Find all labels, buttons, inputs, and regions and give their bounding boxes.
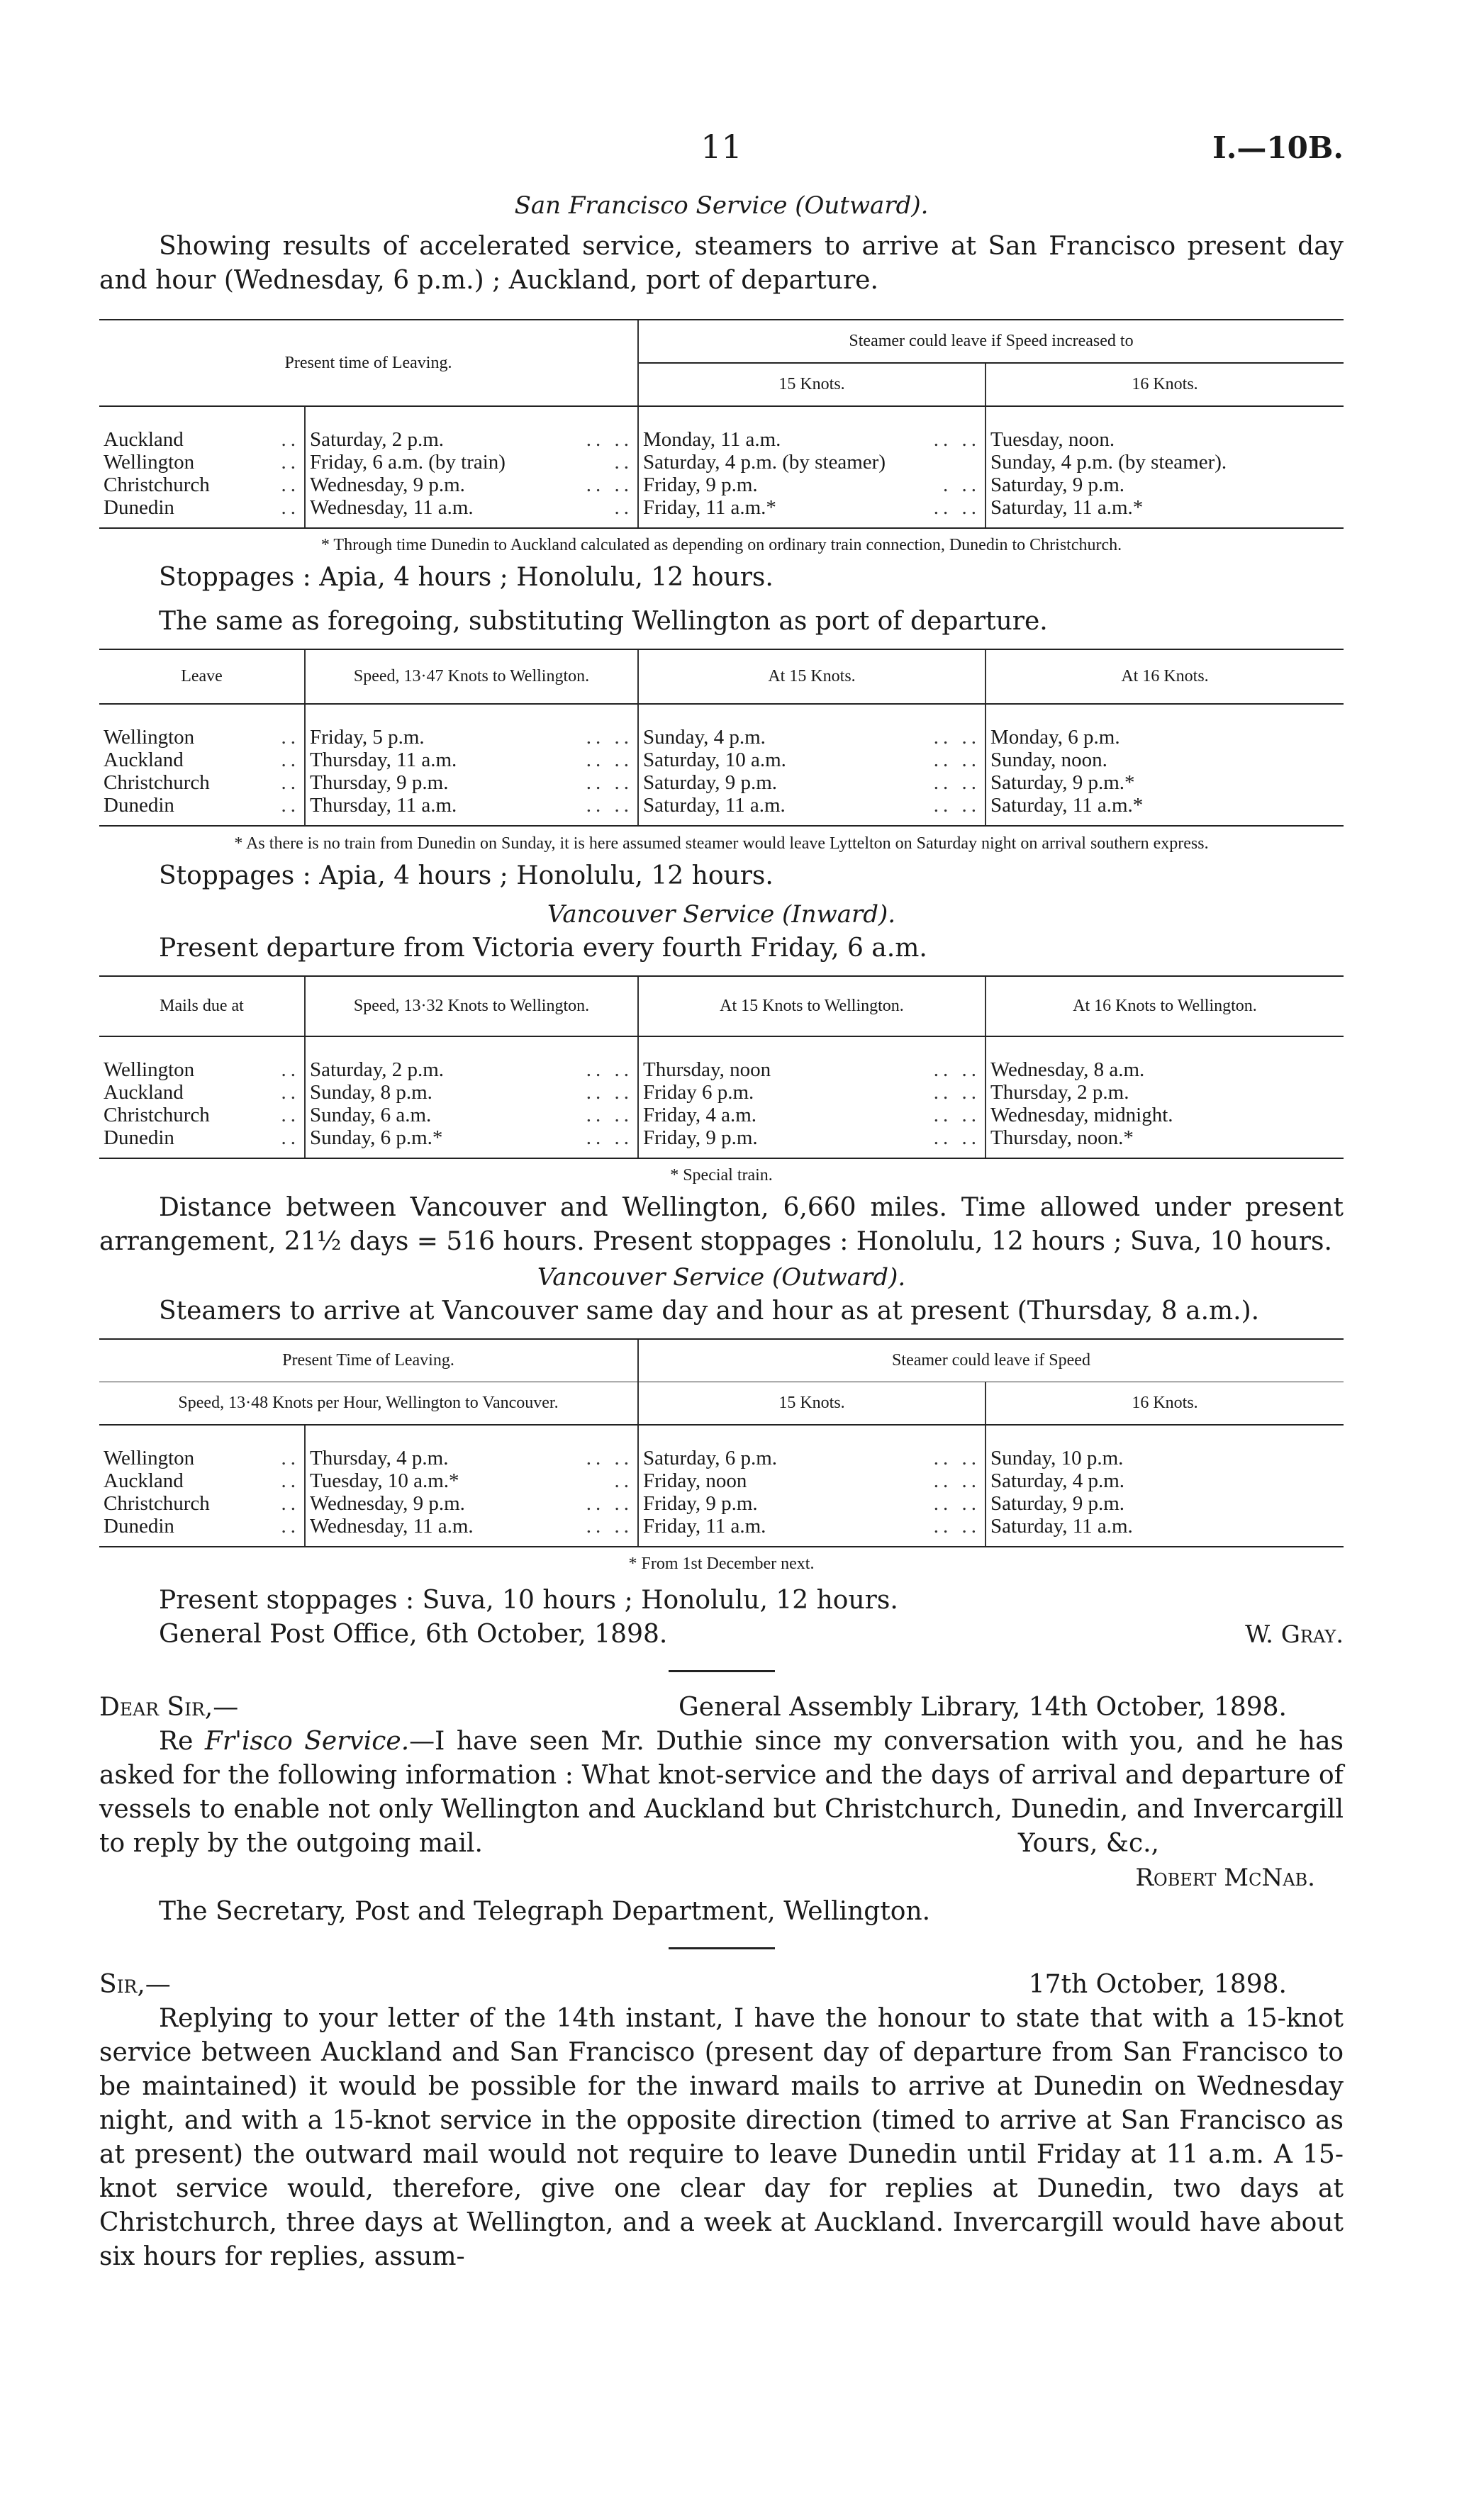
vc-outward-table — [99, 1338, 1344, 1547]
place: Dunedin — [104, 794, 174, 817]
table-row: Dunedin .. Wednesday, 11 a.m. .. .. Friday, 11 a.m. .. .. Saturday, 11 a.m. — [99, 1515, 1344, 1547]
place: Wellington — [104, 1058, 195, 1081]
letter1-place-date: General Assembly Library, 14th October, 1898. — [679, 1693, 1287, 1722]
time: Saturday, 10 a.m. — [643, 749, 786, 771]
time: Friday, 6 a.m. (by train) — [310, 451, 506, 474]
signature-gray: W. Gray. — [1245, 1620, 1344, 1649]
table-row: Wellington .. Saturday, 2 p.m. .. .. Thursday, noon .. .. Wednesday, 8 a.m. — [99, 1036, 1344, 1081]
letter1-text: —I have seen Mr. Duthie since my conversation with you, and he has asked for the following information : What knot-service and the days of arrival and departure of vessels to enable not only Wellington and Auckland but Christchurch, Dunedin, and Invercargill to reply by the outgoing mail. — [99, 1727, 1344, 1858]
vc-inward-distance: Distance between Vancouver and Wellington, 6,660 miles. Time allowed under present arrangement, 21½ days = 516 hours. Present stoppages : Honolulu, 12 hours ; Suva, 10 hours. — [99, 1193, 1344, 1256]
vc-inward-intro: Present departure from Victoria every fourth Friday, 6 a.m. — [159, 934, 927, 963]
time: Saturday, 9 p.m. — [643, 771, 778, 794]
page-number: 11 — [700, 128, 742, 166]
letter2-body: Replying to your letter of the 14th instant, I have the honour to state that with a 15-knot service between Auckland and San Francisco (present day of departure from San Francisco to be maintained) it would be possible for the inward mails to arrive at Dunedin on Wednesday night, and with a 15-knot service in the opposite direction (timed to arrive at San Francisco as at present) the outward mail would not require to leave Dunedin until Friday at 11 a.m. A 15-knot service would, therefore, give one clear day for replies at Dunedin, two days at Christchurch, three days at Wellington, and a week at Auckland. Invercargill would have about six hours for replies, assum- — [99, 2004, 1344, 2271]
place: Christchurch — [104, 1492, 210, 1515]
time: Sunday, 10 p.m. — [986, 1425, 1344, 1469]
time: Thursday, 2 p.m. — [986, 1081, 1344, 1104]
place: Wellington — [104, 726, 195, 749]
letter1-service: Fr'isco Service. — [204, 1727, 410, 1756]
table-row: Auckland .. Saturday, 2 p.m. .. .. Monday, 11 a.m. .. .. Tuesday, noon. — [99, 406, 1344, 451]
sf-wellington-header-15: At 15 Knots. — [638, 649, 986, 704]
sf-wellington-footnote: * As there is no train from Dunedin on Sunday, it is here assumed steamer would leave Lyttelton on Saturday night on arrival southern express. — [234, 834, 1209, 853]
vc-outward-header-group: Steamer could leave if Speed — [638, 1339, 1344, 1382]
letter2-date: 17th October, 1898. — [1028, 1970, 1287, 1999]
letter1-heading — [99, 1691, 1344, 1725]
sf-outward-footnote: * Through time Dunedin to Auckland calculated as depending on ordinary train connection, Dunedin to Christchurch. — [320, 536, 1122, 554]
sf-wellington-header-leave: Leave — [99, 649, 305, 704]
sf-outward-stoppages: Stoppages : Apia, 4 hours ; Honolulu, 12 hours. — [159, 563, 774, 592]
time: Sunday, 6 p.m.* — [310, 1126, 443, 1149]
letter1-re: Re — [159, 1727, 194, 1756]
vc-inward-footnote: * Special train. — [670, 1166, 773, 1185]
table-row: Christchurch .. Wednesday, 9 p.m. .. .. Friday, 9 p.m. .. .. Saturday, 9 p.m. — [99, 1492, 1344, 1515]
letter1-signature: Robert McNab. — [1135, 1864, 1315, 1892]
table-row: Dunedin .. Sunday, 6 p.m.* .. .. Friday, 9 p.m. .. .. Thursday, noon.* — [99, 1126, 1344, 1158]
time: Thursday, 4 p.m. — [310, 1447, 449, 1469]
time: Wednesday, midnight. — [986, 1104, 1344, 1126]
time: Saturday, 9 p.m.* — [986, 771, 1344, 794]
letter1-closing: Yours, &c., — [1017, 1829, 1159, 1858]
time: Saturday, 9 p.m. — [986, 474, 1344, 496]
vc-outward-header-15: 15 Knots. — [638, 1382, 986, 1426]
table-row: Christchurch .. Wednesday, 9 p.m. .. .. Friday, 9 p.m. . .. Saturday, 9 p.m. — [99, 474, 1344, 496]
time: Wednesday, 11 a.m. — [310, 1515, 474, 1538]
sf-outward-header-16: 16 Knots. — [986, 363, 1344, 406]
sf-wellington-intro: The same as foregoing, substituting Wellington as port of departure. — [159, 607, 1048, 636]
time: Sunday, 8 p.m. — [310, 1081, 432, 1104]
time: Saturday, 11 a.m.* — [986, 794, 1344, 826]
sf-outward-header-present: Present time of Leaving. — [99, 320, 638, 406]
time: Thursday, noon — [643, 1058, 771, 1081]
time: Saturday, 11 a.m. — [986, 1515, 1344, 1547]
time: Thursday, 11 a.m. — [310, 749, 457, 771]
time: Thursday, 9 p.m. — [310, 771, 449, 794]
place: Dunedin — [104, 1126, 174, 1149]
place: Dunedin — [104, 1515, 174, 1538]
place: Wellington — [104, 451, 195, 474]
table-row: Auckland .. Tuesday, 10 a.m.* .. Friday, noon .. .. Saturday, 4 p.m. — [99, 1469, 1344, 1492]
time: Tuesday, noon. — [986, 406, 1344, 451]
time: Friday, noon — [643, 1469, 747, 1492]
time: Wednesday, 9 p.m. — [310, 474, 465, 496]
time: Friday, 4 a.m. — [643, 1104, 757, 1126]
vc-inward-header-15: At 15 Knots to Wellington. — [638, 976, 986, 1036]
table-row: Wellington .. Friday, 6 a.m. (by train) .. Saturday, 4 p.m. (by steamer) Sunday, 4 p.m. (by steamer). — [99, 451, 1344, 474]
page-header — [99, 128, 1344, 191]
letter2-heading — [99, 1968, 1344, 2002]
table-row: Wellington .. Friday, 5 p.m. .. .. Sunday, 4 p.m. .. .. Monday, 6 p.m. — [99, 704, 1344, 749]
time: Friday 6 p.m. — [643, 1081, 754, 1104]
time: Sunday, 4 p.m. — [643, 726, 766, 749]
time: Friday, 11 a.m. — [643, 1515, 766, 1538]
time: Friday, 9 p.m. — [643, 1126, 758, 1149]
gpo-signoff — [159, 1618, 1344, 1652]
table-row: Dunedin .. Wednesday, 11 a.m. .. Friday, 11 a.m.* .. .. Saturday, 11 a.m.* — [99, 496, 1344, 528]
time: Friday, 9 p.m. — [643, 474, 758, 496]
office-date: General Post Office, 6th October, 1898. — [159, 1620, 668, 1649]
place: Auckland — [104, 1469, 184, 1492]
sf-wellington-table — [99, 649, 1344, 827]
table-row: Auckland .. Thursday, 11 a.m. .. .. Saturday, 10 a.m. .. .. Sunday, noon. — [99, 749, 1344, 771]
place: Dunedin — [104, 496, 174, 519]
table-row: Christchurch .. Sunday, 6 a.m. .. .. Friday, 4 a.m. .. .. Wednesday, midnight. — [99, 1104, 1344, 1126]
document-page — [99, 128, 1344, 2274]
sf-wellington-stoppages: Stoppages : Apia, 4 hours ; Honolulu, 12 hours. — [159, 861, 774, 890]
time: Saturday, 4 p.m. (by steamer) — [643, 451, 886, 474]
time: Wednesday, 9 p.m. — [310, 1492, 465, 1515]
time: Thursday, 11 a.m. — [310, 794, 457, 817]
place: Christchurch — [104, 1104, 210, 1126]
vc-inward-title: Vancouver Service (Inward). — [547, 900, 896, 929]
vc-inward-header-speed: Speed, 13·32 Knots to Wellington. — [305, 976, 638, 1036]
time: Saturday, 2 p.m. — [310, 1058, 445, 1081]
letter2-salutation: Sir,— — [99, 1970, 171, 1999]
time: Saturday, 9 p.m. — [986, 1492, 1344, 1515]
vc-outward-header-speed: Speed, 13·48 Knots per Hour, Wellington to Vancouver. — [99, 1382, 638, 1426]
vc-outward-header-16: 16 Knots. — [986, 1382, 1344, 1426]
place: Auckland — [104, 428, 184, 451]
table-row: Auckland .. Sunday, 8 p.m. .. .. Friday 6 p.m. .. .. Thursday, 2 p.m. — [99, 1081, 1344, 1104]
vc-outward-title: Vancouver Service (Outward). — [537, 1263, 906, 1292]
section-divider — [669, 1670, 775, 1672]
letter1-salutation: Dear Sir,— — [99, 1693, 239, 1722]
time: Tuesday, 10 a.m.* — [310, 1469, 459, 1492]
place: Christchurch — [104, 771, 210, 794]
place: Wellington — [104, 1447, 195, 1469]
vc-outward-stoppages: Present stoppages : Suva, 10 hours ; Honolulu, 12 hours. — [159, 1586, 898, 1615]
sf-outward-intro: Showing results of accelerated service, steamers to arrive at San Francisco present day and hour (Wednesday, 6 p.m.) ; Auckland, port of departure. — [99, 232, 1344, 295]
section-divider — [669, 1947, 775, 1949]
document-reference: I.—10B. — [1212, 130, 1344, 165]
time: Sunday, noon. — [986, 749, 1344, 771]
sf-wellington-header-speed: Speed, 13·47 Knots to Wellington. — [305, 649, 638, 704]
vc-inward-table — [99, 975, 1344, 1159]
time: Monday, 6 p.m. — [986, 704, 1344, 749]
time: Saturday, 4 p.m. — [986, 1469, 1344, 1492]
vc-inward-header-mails: Mails due at — [99, 976, 305, 1036]
sf-wellington-header-16: At 16 Knots. — [986, 649, 1344, 704]
vc-outward-intro: Steamers to arrive at Vancouver same day and hour as at present (Thursday, 8 a.m.). — [159, 1297, 1260, 1326]
time: Wednesday, 11 a.m. — [310, 496, 474, 519]
table-row: Dunedin .. Thursday, 11 a.m. .. .. Saturday, 11 a.m. .. .. Saturday, 11 a.m.* — [99, 794, 1344, 826]
time: Thursday, noon.* — [986, 1126, 1344, 1158]
vc-inward-header-16: At 16 Knots to Wellington. — [986, 976, 1344, 1036]
vc-outward-header-present: Present Time of Leaving. — [99, 1339, 638, 1382]
letter1-addressee: The Secretary, Post and Telegraph Department, Wellington. — [159, 1897, 931, 1926]
time: Wednesday, 8 a.m. — [986, 1036, 1344, 1081]
sf-outward-header-15: 15 Knots. — [638, 363, 986, 406]
table-row: Wellington .. Thursday, 4 p.m. .. .. Saturday, 6 p.m. .. .. Sunday, 10 p.m. — [99, 1425, 1344, 1469]
time: Monday, 11 a.m. — [643, 428, 781, 451]
time: Saturday, 11 a.m.* — [986, 496, 1344, 528]
time: Saturday, 6 p.m. — [643, 1447, 778, 1469]
time: Sunday, 4 p.m. (by steamer). — [986, 451, 1344, 474]
time: Saturday, 2 p.m. — [310, 428, 445, 451]
time: Friday, 11 a.m.* — [643, 496, 776, 519]
time: Friday, 5 p.m. — [310, 726, 425, 749]
time: Friday, 9 p.m. — [643, 1492, 758, 1515]
sf-outward-header-group: Steamer could leave if Speed increased to — [638, 320, 1344, 363]
place: Christchurch — [104, 474, 210, 496]
table-row: Christchurch .. Thursday, 9 p.m. .. .. Saturday, 9 p.m. .. .. Saturday, 9 p.m.* — [99, 771, 1344, 794]
time: Sunday, 6 a.m. — [310, 1104, 432, 1126]
place: Auckland — [104, 1081, 184, 1104]
sf-outward-title: San Francisco Service (Outward). — [514, 191, 929, 220]
time: Saturday, 11 a.m. — [643, 794, 786, 817]
place: Auckland — [104, 749, 184, 771]
vc-outward-footnote: * From 1st December next. — [628, 1555, 815, 1573]
sf-outward-table — [99, 319, 1344, 529]
